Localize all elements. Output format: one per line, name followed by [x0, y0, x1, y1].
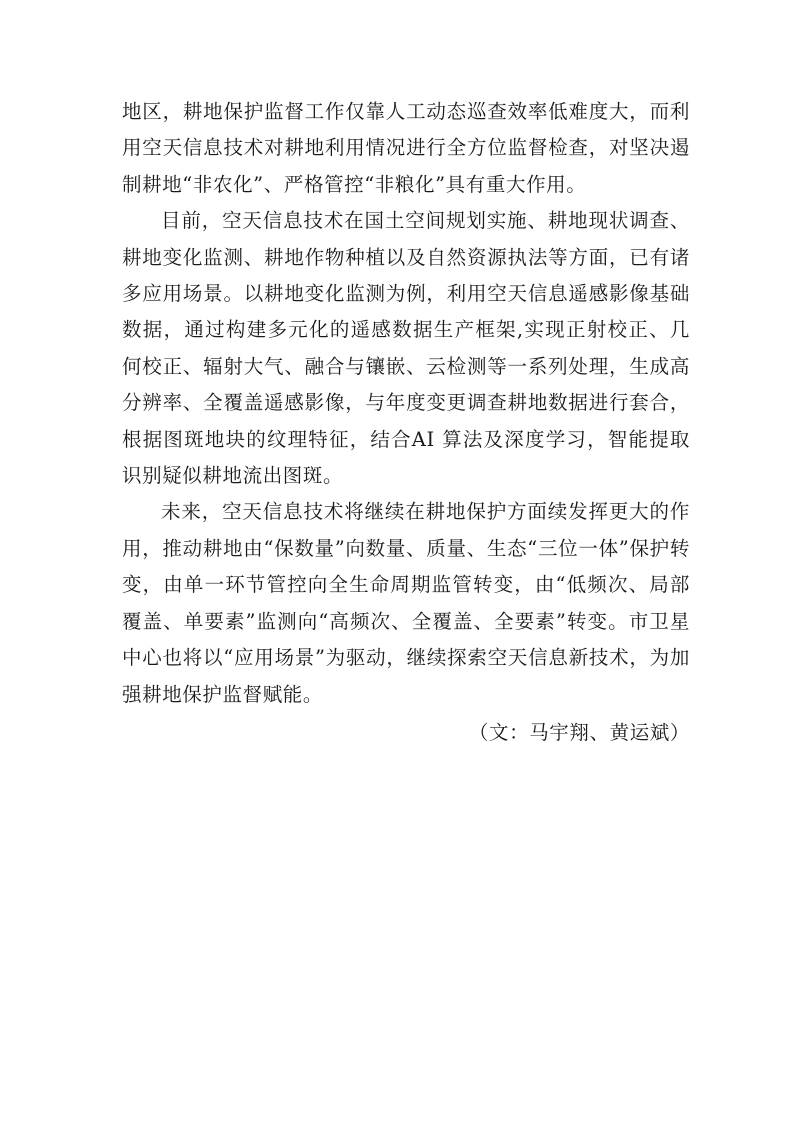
paragraph-continuation: 地区，耕地保护监督工作仅靠人工动态巡查效率低难度大，而利用空天信息技术对耕地利用情况进行全方位监督检查，对坚决遏制耕地“非农化”、严格管控“非粮化”具有重大作用。: [122, 100, 690, 196]
author-byline: （文：马宇翔、黄运斌）: [468, 720, 690, 744]
paragraph-future-outlook: 未来，空天信息技术将继续在耕地保护方面续发挥更大的作用，推动耕地由“保数量”向数量、质量、生态“三位一体”保护转变，由单一环节管控向全生命周期监管转变，由“低频次、局部覆盖、单要素”监测向“高频次、全覆盖、全要素”转变。市卫星中心也将以“应用场景”为驱动，继续探索空天信息新技术，为加强耕地保护监督赋能。: [122, 500, 690, 706]
paragraph-current-applications: 目前，空天信息技术在国土空间规划实施、耕地现状调查、耕地变化监测、耕地作物种植以及自然资源执法等方面，已有诸多应用场景。以耕地变化监测为例，利用空天信息遥感影像基础数据，通过构建多元化的遥感数据生产框架,实现正射校正、几何校正、辐射大气、融合与镶嵌、云检测等一系列处理，生成高分辨率、全覆盖遥感影像，与年度变更调查耕地数据进行套合，根据图斑地块的纹理特征，结合AI 算法及深度学习，智能提取识别疑似耕地流出图斑。: [122, 209, 690, 488]
document-body: [122, 94, 690, 751]
